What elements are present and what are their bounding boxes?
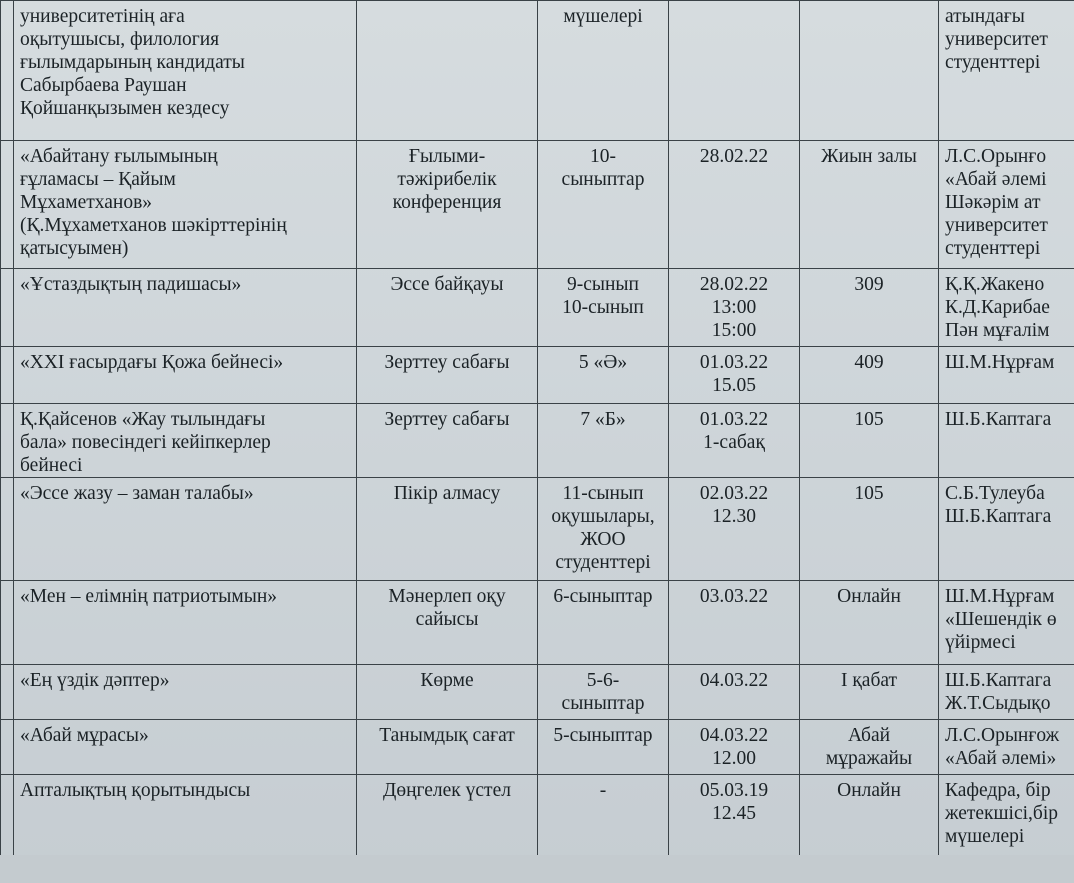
event-cell [14,775,357,860]
place-cell [800,1,939,141]
form-cell [357,478,538,581]
cell-text-line: 28.02.22 [699,146,769,167]
cell-text-line: үйірмесі [945,632,1016,653]
responsible-cell [939,665,1074,720]
place-cell [800,665,939,720]
cell-text-line: Ш.М.Нұрғам [945,586,1055,607]
place-cell [800,347,939,404]
form-cell [357,665,538,720]
form-cell [357,269,538,347]
cell-text-line: С.Б.Тулеуба [945,483,1045,504]
cell-text-line: Жиын залы [821,146,917,167]
responsible-cell [939,478,1074,581]
cell-text-line: 04.03.22 [699,670,769,691]
participants-cell [538,347,669,404]
date-cell [669,581,800,665]
cell-text-line: Пән мұғалім [945,320,1050,341]
cell-text-line: 5-6- [586,670,620,691]
place-cell [800,775,939,860]
date-cell [669,1,800,141]
participants-cell [538,269,669,347]
event-cell [14,581,357,665]
cell-text-line: ЖОО [580,529,626,550]
cell-text-line: университет [945,29,1048,50]
table-row [1,1,1074,141]
number-cell [1,581,14,665]
number-cell [1,775,14,860]
cell-text-line: 6-сыныптар [553,586,653,607]
cell-text-line: К.Д.Карибае [945,297,1050,318]
cell-text-line: мүшелері [563,6,643,27]
cell-text-line: «Шешендік ө [945,609,1057,630]
cell-text-line: университетінің аға [20,6,185,27]
cell-text-line: Қойшанқызымен кездесу [20,98,230,119]
cell-text-line: Л.С.Орынғож [945,725,1060,746]
cell-text-line: «Абай әлемі [945,169,1047,190]
cell-text-line: сыныптар [561,169,645,190]
cell-text-line: Көрме [420,670,474,691]
form-cell [357,1,538,141]
participants-cell [538,720,669,775]
cell-text-line: Ғылыми- [408,146,486,167]
cell-text-line: сайысы [415,609,479,630]
cell-text-line: 15:00 [711,320,757,341]
cell-text-line: 5 «Ә» [578,352,628,373]
cell-text-line: бала» повесіндегі кейіпкерлер [20,432,271,453]
cell-text-line: 1-сабақ [703,432,765,453]
cell-text-line: студенттері [945,238,1041,259]
number-cell [1,720,14,775]
cell-text-line: 05.03.19 [699,780,769,801]
cell-text-line: конференция [392,192,502,213]
date-cell [669,478,800,581]
table-row [1,665,1074,720]
cell-text-line: қатысуымен) [20,238,129,259]
event-cell [14,478,357,581]
cell-text-line: Қ.Қ.Жакено [945,274,1045,295]
cell-text-line: Зерттеу сабағы [384,409,510,430]
cell-text-line: «Абайтану ғылымының [20,146,218,167]
number-cell [1,347,14,404]
cell-text-line: бейнесі [20,455,83,476]
cell-text-line: 04.03.22 [699,725,769,746]
responsible-cell [939,1,1074,141]
cell-text-line: оқушылары, [551,506,655,527]
cell-text-line: 105 [854,483,884,504]
place-cell [800,141,939,269]
participants-cell [538,1,669,141]
event-cell [14,269,357,347]
cell-text-line: 01.03.22 [699,352,769,373]
cell-text-line: Ш.Б.Каптага [945,409,1052,430]
cell-text-line: университет [945,215,1048,236]
cell-text-line: 11-сынып [562,483,644,504]
cell-text-line: Эссе байқауы [390,274,504,295]
form-cell [357,720,538,775]
cell-text-line: Ш.Б.Каптага [945,506,1052,527]
cell-text-line: Онлайн [837,586,901,607]
cell-text-line: 12.45 [712,803,756,824]
date-cell [669,141,800,269]
event-cell [14,1,357,141]
cell-text-line: 12.30 [712,506,756,527]
place-cell [800,581,939,665]
cell-text-line: 7 «Б» [580,409,626,430]
date-cell [669,665,800,720]
date-cell [669,720,800,775]
form-cell [357,141,538,269]
participants-cell [538,404,669,478]
cell-text-line: 9-сынып [567,274,639,295]
cell-text-line: Танымдық сағат [379,725,515,746]
participants-cell [538,665,669,720]
cell-text-line: 10-сынып [562,297,644,318]
table-row [1,775,1074,860]
event-cell [14,720,357,775]
table-row [1,269,1074,347]
cell-text-line: ғылымдарының кандидаты [20,52,245,73]
cell-text-line: тәжірибелік [397,169,497,190]
cell-text-line: Зерттеу сабағы [384,352,510,373]
cell-text-line: сыныптар [561,693,645,714]
number-cell [1,1,14,141]
cell-text-line: І қабат [840,670,898,691]
cell-text-line: Абай [847,725,891,746]
cell-text-line: 10- [590,146,616,167]
cell-text-line: 03.03.22 [699,586,769,607]
cell-text-line: Қ.Қайсенов «Жау тылындағы [20,409,266,430]
cell-text-line: 02.03.22 [699,483,769,504]
form-cell [357,581,538,665]
cell-text-line: Дөңгелек үстел [383,780,511,801]
cell-text-line: Онлайн [837,780,901,801]
cell-text-line: «Ұстаздықтың падишасы» [20,274,242,295]
date-cell [669,404,800,478]
responsible-cell [939,141,1074,269]
cell-text-line: 309 [854,274,884,295]
cell-text-line: ғұламасы – Қайым [20,169,176,190]
event-cell [14,404,357,478]
cell-text-line: 15.05 [712,375,756,396]
participants-cell [538,581,669,665]
table-row [1,581,1074,665]
event-cell [14,141,357,269]
participants-cell [538,775,669,860]
cell-text-line: атындағы [945,6,1025,27]
number-cell [1,665,14,720]
number-cell [1,269,14,347]
table-row [1,720,1074,775]
form-cell [357,347,538,404]
place-cell [800,269,939,347]
cell-text-line: Мұхаметханов» [20,192,153,213]
place-cell [800,404,939,478]
responsible-cell [939,720,1074,775]
cell-text-line: Ж.Т.Сыдықо [945,693,1051,714]
cell-text-line: Шәкәрім ат [945,192,1041,213]
responsible-cell [939,404,1074,478]
cell-text-line: 12.00 [712,748,756,769]
cell-text-line: Пікір алмасу [393,483,501,504]
cell-text-line: «XXI ғасырдағы Қожа бейнесі» [20,352,284,373]
number-cell [1,404,14,478]
responsible-cell [939,269,1074,347]
date-cell [669,269,800,347]
responsible-cell [939,347,1074,404]
cell-text-line: (Қ.Мұхаметханов шәкірттерінің [20,215,287,236]
place-cell [800,720,939,775]
participants-cell [538,141,669,269]
table-row [1,478,1074,581]
cell-text-line: «Эссе жазу – заман талабы» [20,483,254,504]
date-cell [669,775,800,860]
cell-text-line: Мәнерлеп оқу [388,586,506,607]
responsible-cell [939,775,1074,860]
cell-text-line: Ш.М.Нұрғам [945,352,1055,373]
cell-text-line: «Мен – елімнің патриотымын» [20,586,278,607]
table-row [1,347,1074,404]
cell-text-line: 409 [854,352,884,373]
table-bottom-margin [0,855,1074,883]
table-body [1,1,1074,860]
cell-text-line: 28.02.22 [699,274,769,295]
cell-text-line: - [599,780,607,801]
table-row [1,141,1074,269]
cell-text-line: Л.С.Орынғо [945,146,1047,167]
form-cell [357,404,538,478]
cell-text-line: студенттері [945,52,1041,73]
responsible-cell [939,581,1074,665]
cell-text-line: жетекшісі,бір [945,803,1058,824]
cell-text-line: 5-сыныптар [553,725,653,746]
cell-text-line: оқытушысы, филология [20,29,220,50]
cell-text-line: «Абай әлемі» [945,748,1057,769]
form-cell [357,775,538,860]
table-row [1,404,1074,478]
date-cell [669,347,800,404]
place-cell [800,478,939,581]
cell-text-line: Кафедра, бір [945,780,1051,801]
cell-text-line: 13:00 [711,297,757,318]
cell-text-line: 105 [854,409,884,430]
cell-text-line: 01.03.22 [699,409,769,430]
participants-cell [538,478,669,581]
cell-text-line: Апталықтың қорытындысы [20,780,251,801]
cell-text-line: студенттері [555,552,651,573]
cell-text-line: Ш.Б.Каптага [945,670,1052,691]
cell-text-line: мұражайы [825,748,913,769]
cell-text-line: «Ең үздік дәптер» [20,670,170,691]
cell-text-line: Сабырбаева Раушан [20,75,187,96]
cell-text-line: мүшелері [945,826,1025,847]
event-cell [14,665,357,720]
number-cell [1,478,14,581]
event-cell [14,347,357,404]
cell-text-line: «Абай мұрасы» [20,725,149,746]
number-cell [1,141,14,269]
